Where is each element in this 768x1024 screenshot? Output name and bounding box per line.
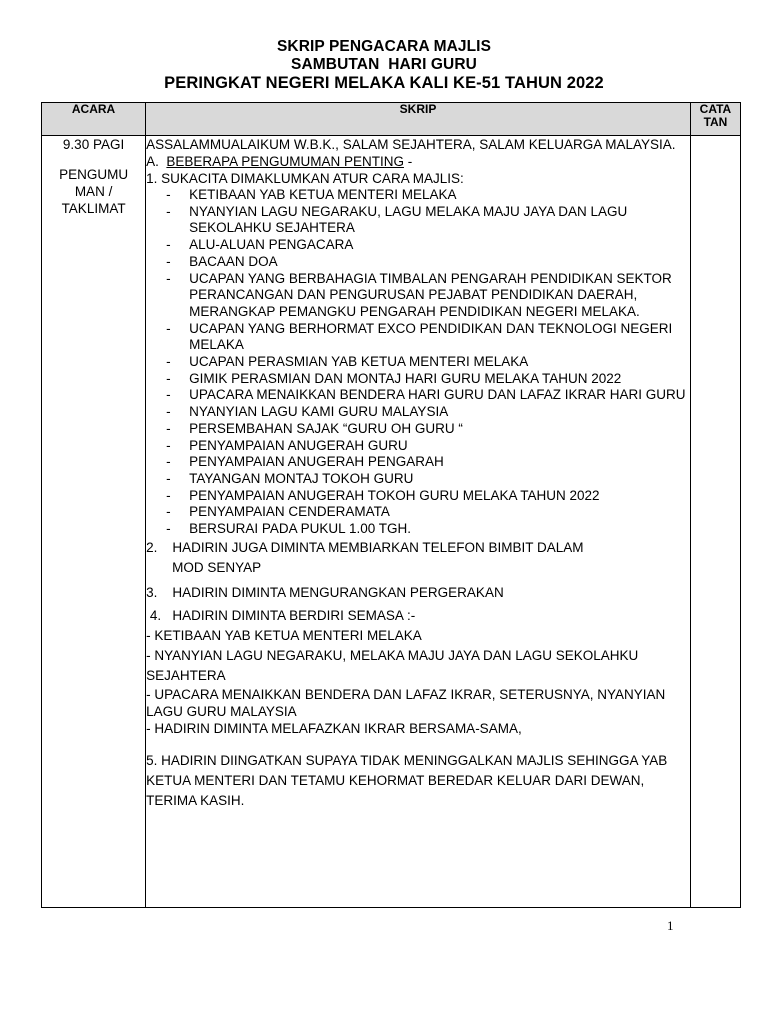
title-line-2: SAMBUTAN HARI GURU: [291, 56, 477, 73]
list-item: - NYANYIAN LAGU NEGARAKU, LAGU MELAKA MAJU JAYA DAN LAGU SEKOLAHKU SEJAHTERA: [146, 204, 690, 237]
document-title: [0, 38, 768, 92]
list-item: - PENYAMPAIAN ANUGERAH GURU: [146, 438, 690, 455]
item-5: 5. HADIRIN DIINGATKAN SUPAYA TIDAK MENINGGALKAN MAJLIS SEHINGGA YAB KETUA MENTERI DAN TETAMU KEHORMAT BEREDAR KELUAR DARI DEWAN, TERIMA KASIH.: [146, 752, 668, 808]
header-catatan: CATA TAN: [690, 103, 740, 136]
section-a-heading: [146, 153, 690, 170]
list-item: - GIMIK PERASMIAN DAN MONTAJ HARI GURU MELAKA TAHUN 2022: [146, 371, 690, 388]
list-item: - PERSEMBAHAN SAJAK “GURU OH GURU “: [146, 421, 690, 438]
list-item: - UCAPAN YANG BERBAHAGIA TIMBALAN PENGARAH PENDIDIKAN SEKTOR PERANCANGAN DAN PENGURUSAN PEJABAT PENDIDIKAN DAERAH, MERANGKAP PEMANGKU PENGARAH PENDIDIKAN NEGERI MELAKA.: [146, 271, 690, 321]
page-number: 1: [667, 918, 674, 933]
item-3: 3. HADIRIN DIMINTA MENGURANGKAN PERGERAKAN: [146, 584, 504, 600]
list-item: - BACAAN DOA: [146, 254, 690, 271]
list-item: - PENYAMPAIAN CENDERAMATA: [146, 504, 690, 521]
acara-time: 9.30 PAGI: [62, 137, 125, 152]
list-item: - BERSURAI PADA PUKUL 1.00 TGH.: [146, 521, 690, 538]
acara-cell: [42, 136, 146, 908]
list-item: - UPACARA MENAIKKAN BENDERA HARI GURU DAN LAFAZ IKRAR HARI GURU: [146, 387, 690, 404]
script-table: [41, 102, 741, 908]
agenda-list: [146, 187, 690, 538]
list-item: - PENYAMPAIAN ANUGERAH PENGARAH: [146, 454, 690, 471]
header-skrip: SKRIP: [146, 103, 691, 136]
section-a-title: BEBERAPA PENGUMUMAN PENTING: [166, 154, 404, 169]
item-4: 4. HADIRIN DIMINTA BERDIRI SEMASA :-: [146, 607, 416, 623]
greeting-text: ASSALAMMUALAIKUM W.B.K., SALAM SEJAHTERA, SALAM KELUARGA MALAYSIA.: [146, 137, 676, 152]
list-item: - KETIBAAN YAB KETUA MENTERI MELAKA: [146, 187, 690, 204]
table-row: [42, 136, 741, 908]
item-1: 1. SUKACITA DIMAKLUMKAN ATUR CARA MAJLIS:: [146, 171, 464, 186]
item-4-sub-1: - KETIBAAN YAB KETUA MENTERI MELAKA: [146, 627, 422, 643]
list-item: - TAYANGAN MONTAJ TOKOH GURU: [146, 471, 690, 488]
section-a-prefix: A.: [146, 154, 167, 169]
item-4-sub-3: - UPACARA MENAIKKAN BENDERA DAN LAFAZ IKRAR, SETERUSNYA, NYANYIAN LAGU GURU MALAYSIA: [146, 686, 666, 719]
item-2-line-1: 2. HADIRIN JUGA DIMINTA MEMBIARKAN TELEFON BIMBIT DALAM: [146, 539, 584, 555]
list-item: - NYANYIAN LAGU KAMI GURU MALAYSIA: [146, 404, 690, 421]
acara-label: PENGUMU MAN / TAKLIMAT: [59, 167, 129, 216]
item-4-sub-4: - HADIRIN DIMINTA MELAFAZKAN IKRAR BERSAMA-SAMA,: [146, 720, 522, 736]
list-item: - UCAPAN YANG BERHORMAT EXCO PENDIDIKAN DAN TEKNOLOGI NEGERI MELAKA: [146, 321, 690, 354]
list-item: - UCAPAN PERASMIAN YAB KETUA MENTERI MELAKA: [146, 354, 690, 371]
item-4-sub-2: - NYANYIAN LAGU NEGARAKU, MELAKA MAJU JAYA DAN LAGU SEKOLAHKU SEJAHTERA: [146, 647, 639, 683]
title-line-1: SKRIP PENGACARA MAJLIS: [276, 38, 492, 55]
catatan-cell: [690, 136, 740, 908]
list-item: - ALU-ALUAN PENGACARA: [146, 237, 690, 254]
table-header-row: [42, 103, 741, 136]
section-a-suffix: -: [403, 154, 413, 169]
title-line-3: PERINGKAT NEGERI MELAKA KALI KE-51 TAHUN 2022: [164, 74, 604, 92]
item-2-line-2: MOD SENYAP: [172, 559, 262, 575]
header-acara: ACARA: [42, 103, 146, 136]
list-item: - PENYAMPAIAN ANUGERAH TOKOH GURU MELAKA TAHUN 2022: [146, 488, 690, 505]
skrip-cell: [146, 136, 691, 908]
